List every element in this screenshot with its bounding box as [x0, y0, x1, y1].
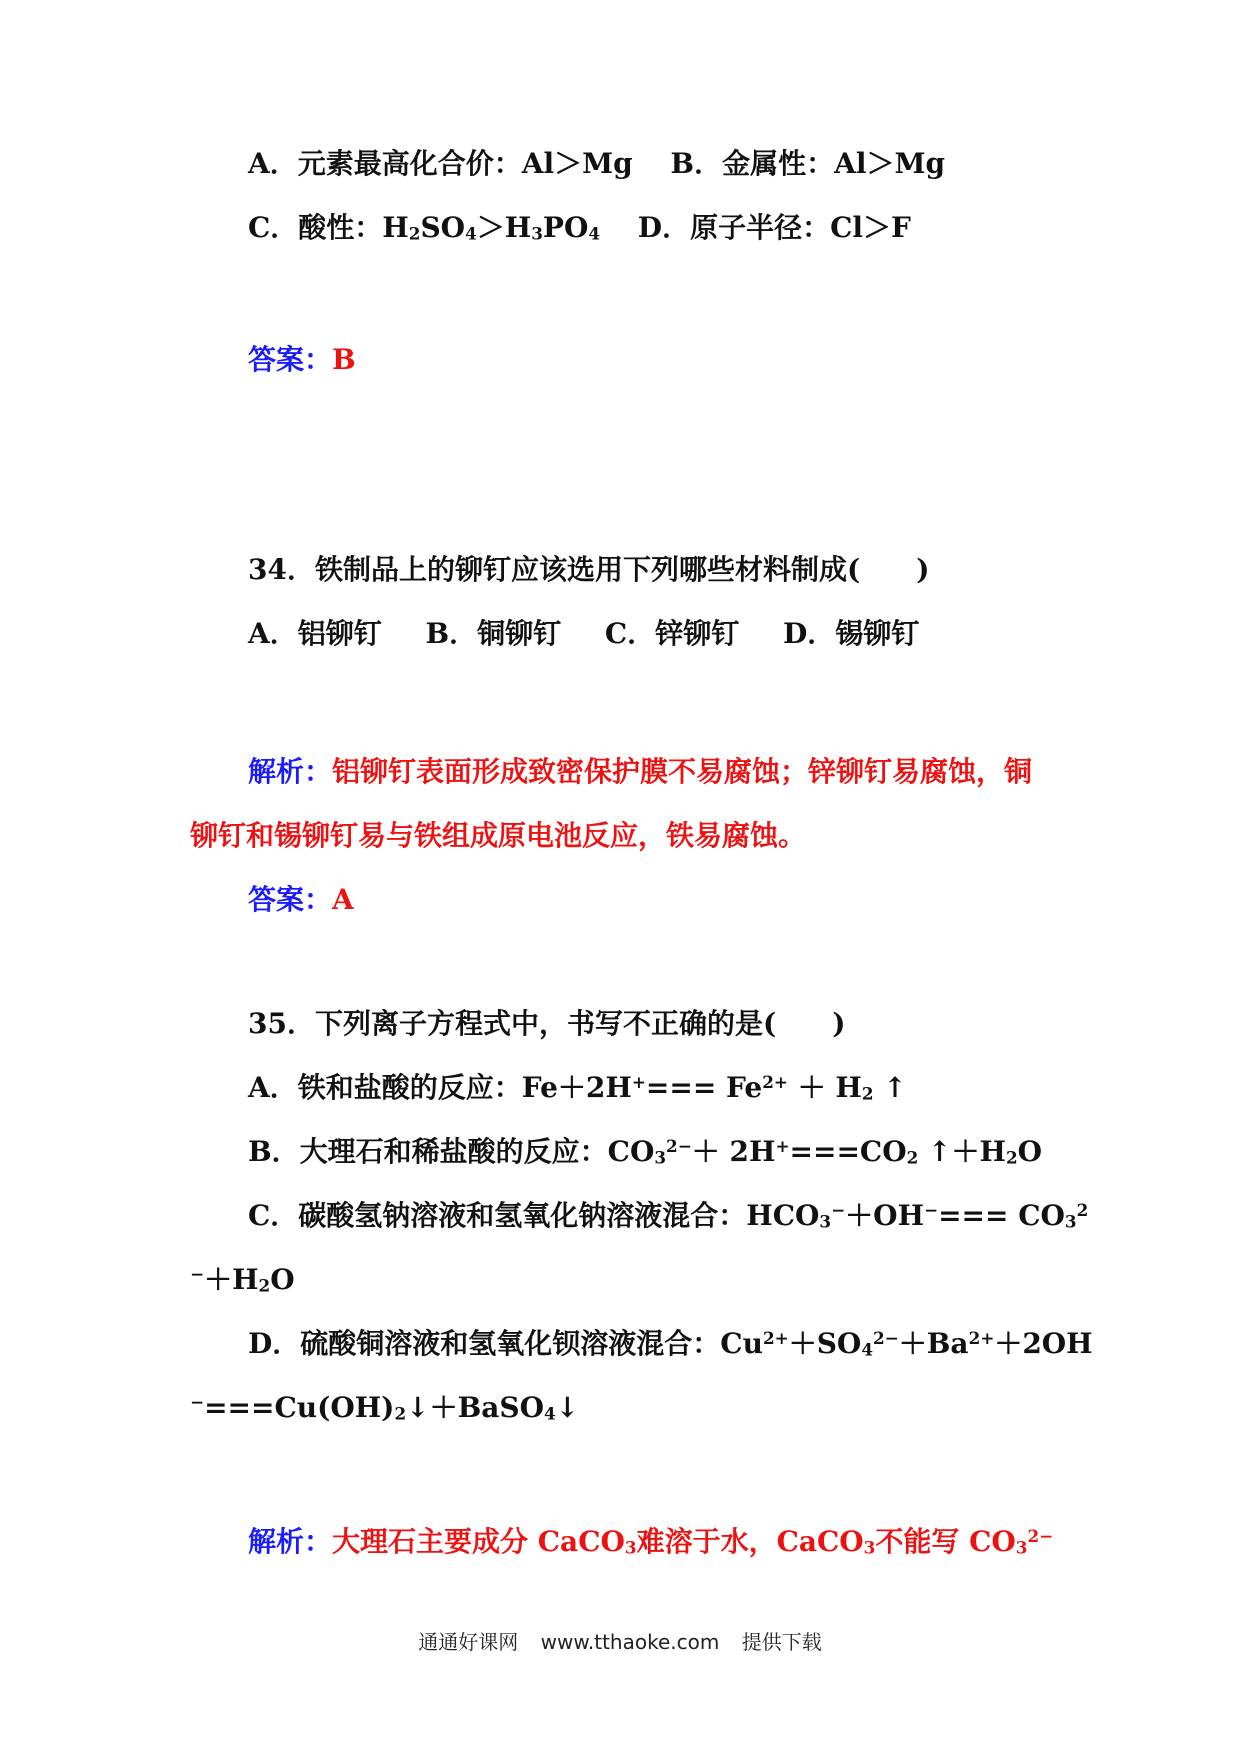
q33-answer — [248, 340, 356, 380]
q34-answer — [248, 880, 354, 920]
q33-options-row-1 — [248, 144, 945, 184]
q33-option-b: B．金属性：Al＞Mg — [670, 147, 946, 180]
answer-value: A — [332, 883, 354, 916]
q34-analysis-line-2: 铆钉和锡铆钉易与铁组成原电池反应，铁易腐蚀。 — [190, 819, 807, 852]
footer-site-name: 通通好课网 — [418, 1630, 519, 1654]
q34-option-d: D．锡铆钉 — [782, 617, 920, 650]
q35-option-c-line-2: $^-+H_2O$ — [190, 1263, 295, 1296]
footer-note: 提供下载 — [741, 1630, 822, 1654]
q34-analysis-line-1: 解析：铝铆钉表面形成致密保护膜不易腐蚀；锌铆钉易腐蚀，铜 — [248, 755, 1033, 788]
answer-value: B — [332, 343, 356, 376]
q34-option-a: A．铝铆钉 — [248, 617, 382, 650]
q34-options — [248, 614, 919, 654]
footer-url[interactable]: www.tthaoke.com — [540, 1630, 720, 1654]
up-arrow-icon: ↑ — [883, 1071, 907, 1104]
q35-option-c-line-1: C．碳酸氢钠溶液和氢氧化钠溶液混合：$HCO_3^-+OH^-=== CO_3^2$ — [248, 1199, 1089, 1232]
q35-option-d-line-1: D．硫酸铜溶液和氢氧化钡溶液混合：$Cu^{2+}+SO_4^{2-}+Ba^{2+}+2OH$ — [248, 1327, 1093, 1360]
q33-option-c: C．酸性：$H_2SO_4>H_3PO_4$ — [248, 211, 601, 244]
analysis-label: 解析： — [248, 1525, 333, 1558]
down-arrow-icon: ↓ — [406, 1391, 430, 1424]
q35-option-d-line-2: $^-===Cu(OH)_2↓+BaSO_4↓$ — [190, 1391, 580, 1424]
q33-options-row-2 — [248, 208, 911, 248]
up-arrow-icon: ↑ — [928, 1135, 952, 1168]
q35-option-b: B．大理石和稀盐酸的反应：$CO_3^{2-}+ 2H^+===CO_2$ $↑+H_2O$ — [248, 1135, 1043, 1168]
q33-option-a: A．元素最高化合价：Al＞Mg — [248, 147, 633, 180]
q35-analysis: 解析：大理石主要成分 CaCO$_3$难溶于水，CaCO$_3$不能写 $CO_3^{2-}$ — [248, 1525, 1054, 1558]
q35-stem: 35．下列离子方程式中，书写不正确的是( ) — [248, 1007, 846, 1040]
q34-stem: 34．铁制品上的铆钉应该选用下列哪些材料制成( ) — [248, 553, 930, 586]
analysis-label: 解析： — [248, 755, 333, 788]
q34-option-b: B．铜铆钉 — [425, 617, 562, 650]
q35-option-a: A．铁和盐酸的反应：$Fe+2H^+=== Fe^{2+} + H_2$ ↑ — [248, 1071, 907, 1104]
page-footer — [0, 1626, 1240, 1655]
q34-option-c: C．锌铆钉 — [604, 617, 740, 650]
answer-label: 答案： — [248, 343, 333, 376]
down-arrow-icon: ↓ — [555, 1391, 580, 1424]
answer-label: 答案： — [248, 883, 333, 916]
q33-option-d: D．原子半径：Cl＞F — [637, 211, 911, 244]
